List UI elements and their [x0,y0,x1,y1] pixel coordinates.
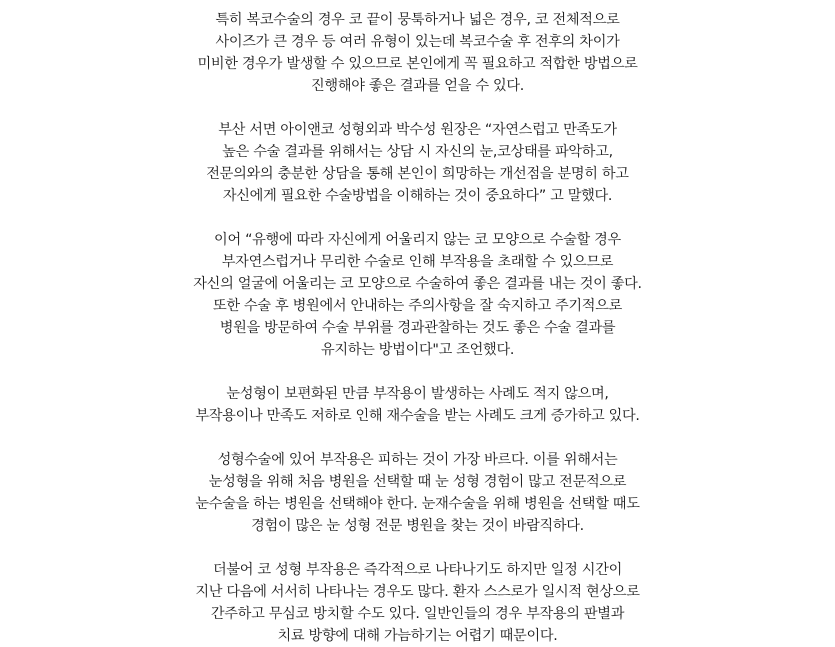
text-line: 눈성형이 보편화된 만큼 부작용이 발생하는 사례도 적지 않으며, [226,386,609,402]
paragraph-5 [0,449,835,537]
text-line: 유지하는 방법이다"고 조언했다. [320,342,515,358]
text-line: 치료 방향에 대해 가늠하기는 어렵기 때문이다. [277,628,558,644]
article-body [0,9,835,647]
text-line: 미비한 경우가 발생할 수 있으므로 본인에게 꼭 필요하고 적합한 방법으로 [197,56,638,72]
text-line: 부산 서면 아이앤코 성형외과 박수성 원장은 “자연스럽고 만족도가 [218,122,617,138]
text-line: 성형수술에 있어 부작용은 피하는 것이 가장 바르다. 이를 위해서는 [217,452,618,468]
text-line: 눈성형을 위해 처음 병원을 선택할 때 눈 성형 경험이 많고 전문적으로 [208,474,627,490]
text-line: 더불어 코 성형 부작용은 즉각적으로 나타나기도 하지만 일정 시간이 [212,562,623,578]
text-line: 경험이 많은 눈 성형 전문 병원을 찾는 것이 바람직하다. [251,518,584,534]
paragraph-4 [0,383,835,427]
text-line: 높은 수술 결과를 위해서는 상담 시 자신의 눈,코상태를 파악하고, [222,144,613,160]
paragraph-6 [0,559,835,647]
text-line: 지난 다음에 서서히 나타나는 경우도 많다. 환자 스스로가 일시적 현상으로 [195,584,640,600]
text-line: 자신에게 필요한 수술방법을 이해하는 것이 중요하다” 고 말했다. [222,188,613,204]
text-line: 부자연스럽거나 무리한 수술로 인해 부작용을 초래할 수 있으므로 [221,254,614,270]
text-line: 이어 “유행에 따라 자신에게 어울리지 않는 코 모양으로 수술할 경우 [214,232,621,248]
text-line: 사이즈가 큰 경우 등 여러 유형이 있는데 복코수술 후 전후의 차이가 [215,34,620,50]
text-line: 진행해야 좋은 결과를 얻을 수 있다. [311,78,524,94]
paragraph-2 [0,119,835,207]
text-line: 병원을 방문하여 수술 부위를 경과관찰하는 것도 좋은 수술 결과를 [219,320,616,336]
text-line: 눈수술을 하는 병원을 선택해야 한다. 눈재수술을 위해 병원을 선택할 때도 [195,496,640,512]
text-line: 부작용이나 만족도 저하로 인해 재수술을 받는 사례도 크게 증가하고 있다. [195,408,640,424]
text-line: 전문의와의 충분한 상담을 통해 본인이 희망하는 개선점을 분명히 하고 [206,166,629,182]
text-line: 자신의 얼굴에 어울리는 코 모양으로 수술하여 좋은 결과를 내는 것이 좋다. [193,276,642,292]
text-line: 특히 복코수술의 경우 코 끝이 뭉툭하거나 넓은 경우, 코 전체적으로 [215,12,620,28]
text-line: 간주하고 무심코 방치할 수도 있다. 일반인들의 경우 부작용의 판별과 [210,606,625,622]
text-line: 또한 수술 후 병원에서 안내하는 주의사항을 잘 숙지하고 주기적으로 [212,298,623,314]
paragraph-3 [0,229,835,361]
paragraph-1 [0,9,835,97]
